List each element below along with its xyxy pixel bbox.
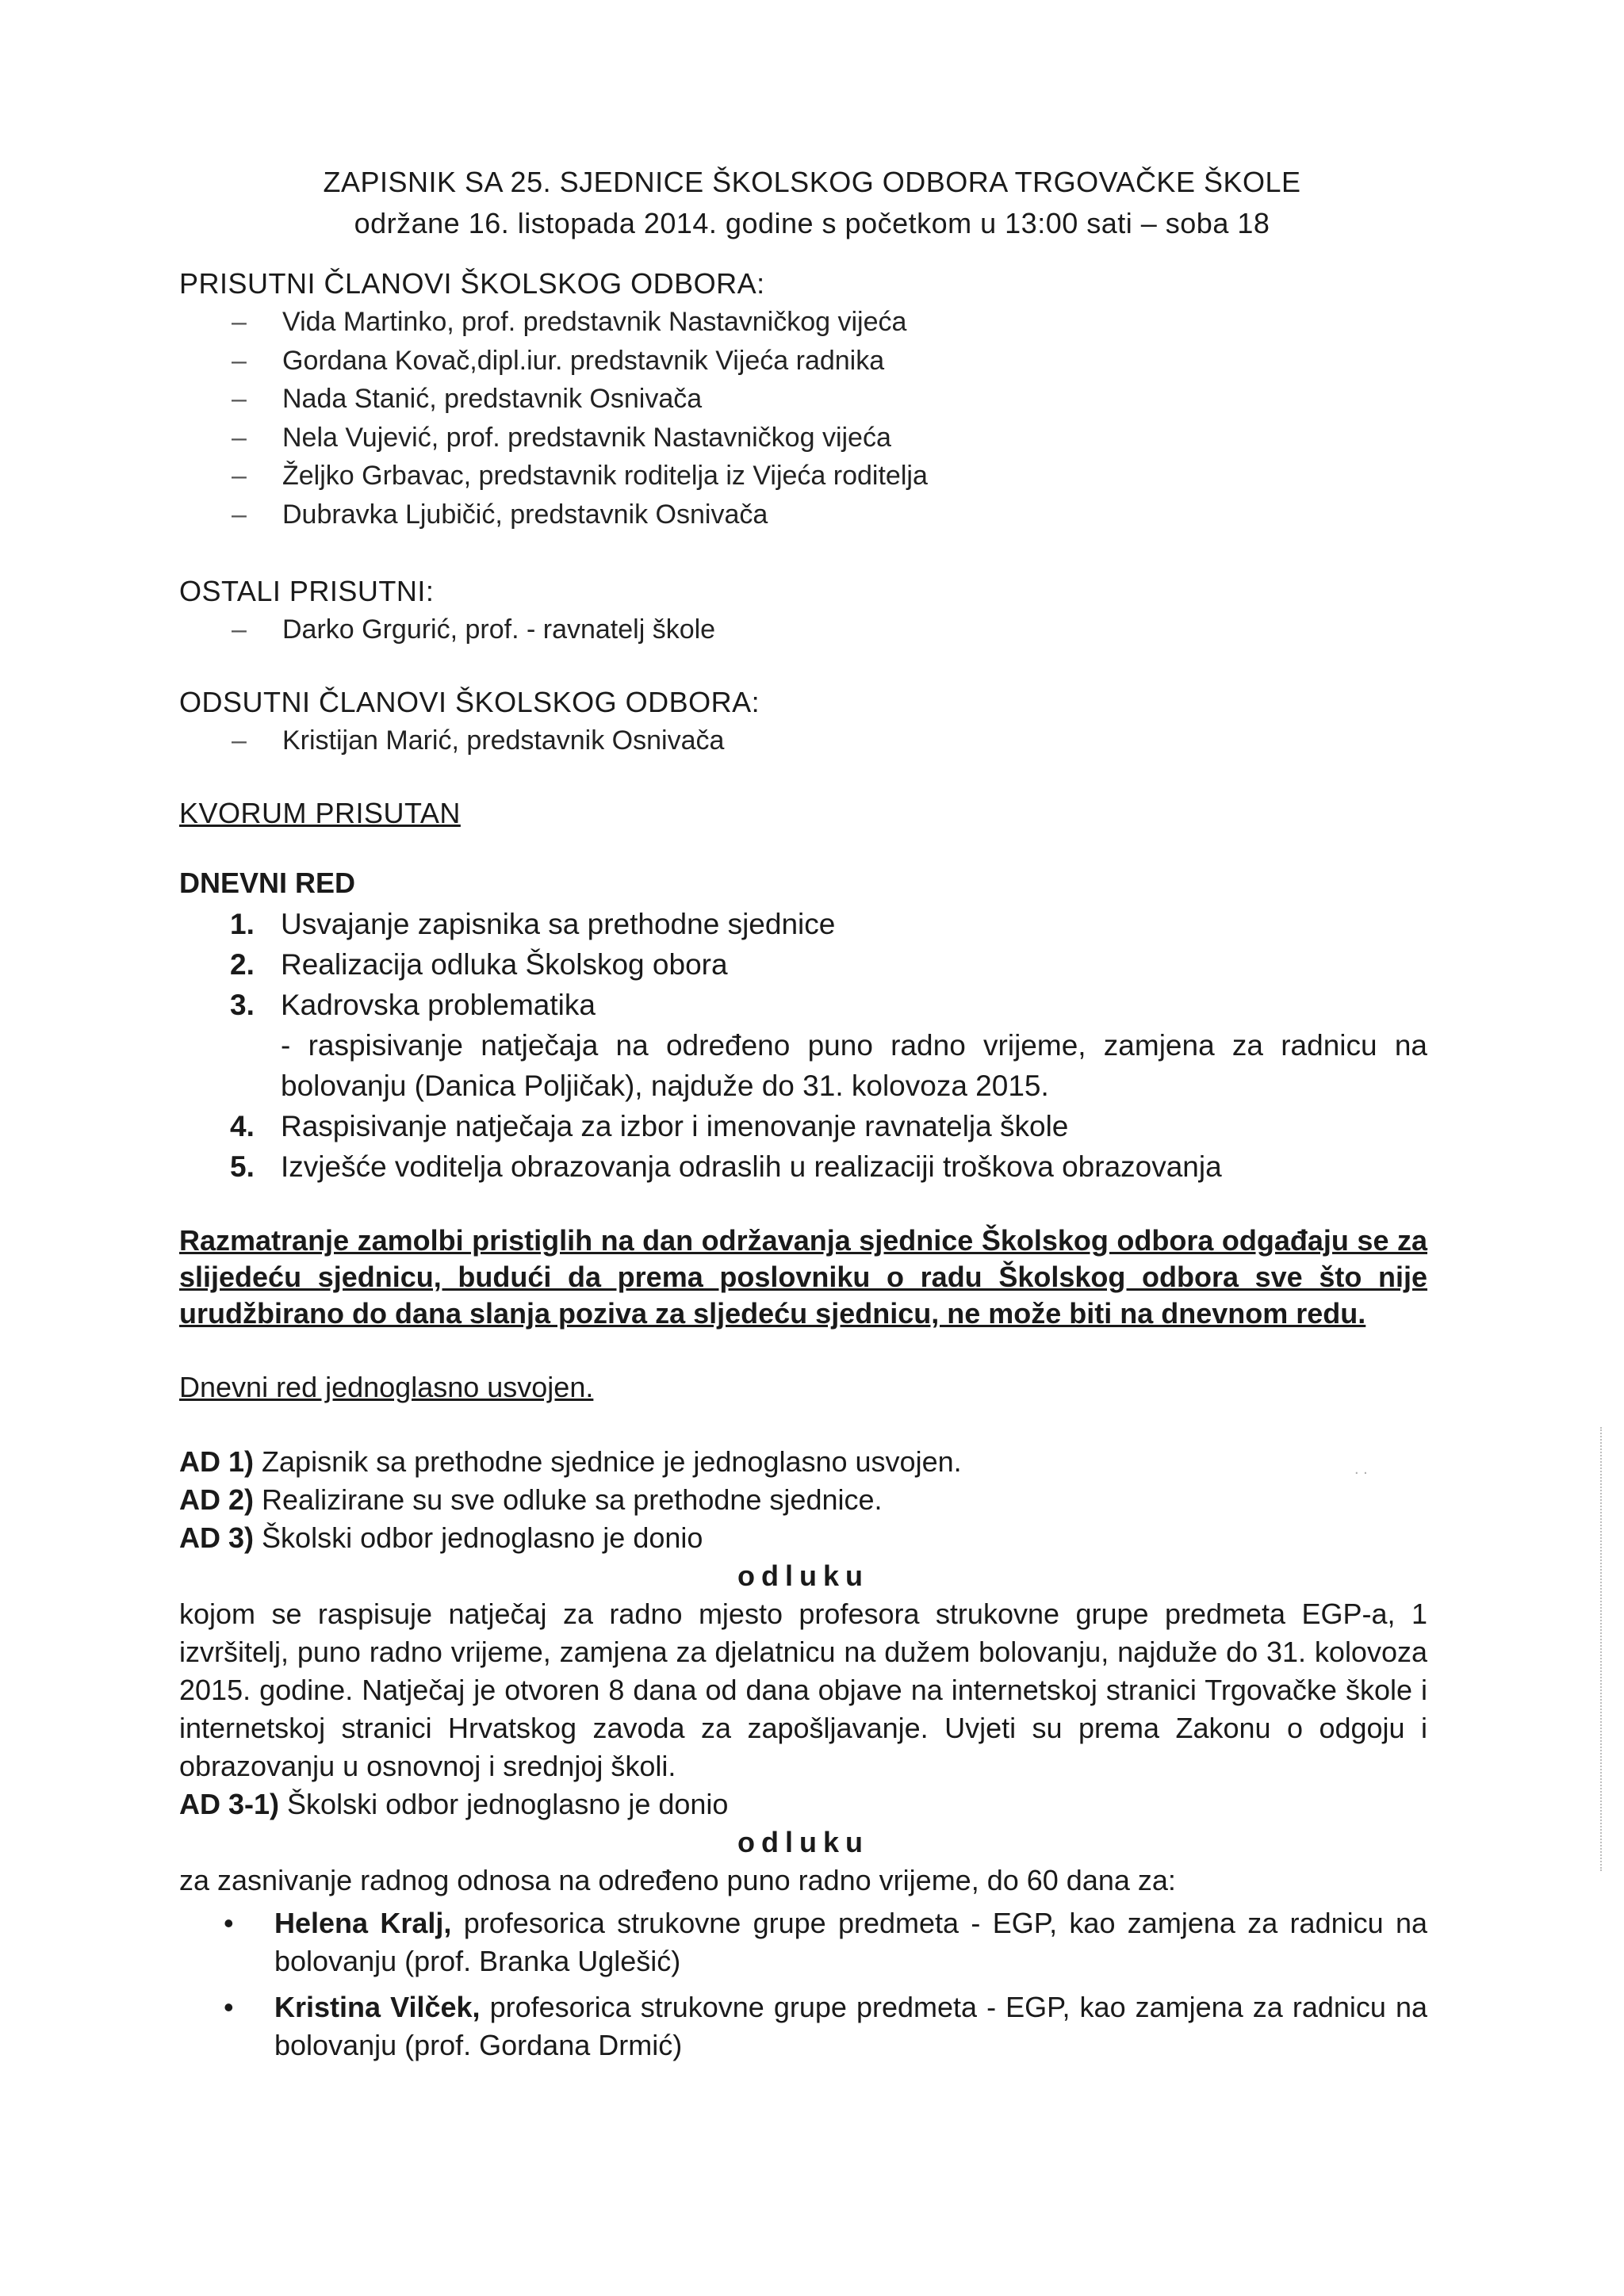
absent-members-heading: ODSUTNI ČLANOVI ŠKOLSKOG ODBORA: bbox=[179, 686, 760, 718]
ad1-line: AD 1) Zapisnik sa prethodne sjednice je jednoglasno usvojen. bbox=[179, 1445, 962, 1478]
ad3-1-decision-text: za zasnivanje radnog odnosa na određeno puno radno vrijeme, do 60 dana za: bbox=[179, 1864, 1176, 1896]
agenda-adopted-statement: Dnevni red jednoglasno usvojen. bbox=[179, 1371, 594, 1403]
list-item: • Helena Kralj, profesorica strukovne grupe predmeta - EGP, kao zamjena za radnicu na bolovanju (prof. Branka Uglešić) bbox=[179, 1904, 1427, 1980]
list-item: – Kristijan Marić, predstavnik Osnivača bbox=[179, 721, 724, 760]
list-item: – Nela Vujević, prof. predstavnik Nastavničkog vijeća bbox=[179, 419, 928, 457]
hiring-list bbox=[179, 1904, 1427, 2064]
bullet-icon: • bbox=[224, 1991, 234, 2023]
document-header bbox=[0, 162, 1624, 244]
quorum-statement: KVORUM PRISUTAN bbox=[179, 797, 461, 829]
scan-margin-artifact bbox=[1600, 1427, 1603, 1871]
agenda-heading: DNEVNI RED bbox=[179, 867, 356, 899]
dash-marker: – bbox=[232, 461, 247, 491]
document-subtitle: održane 16. listopada 2014. godine s početkom u 13:00 sati – soba 18 bbox=[354, 207, 1270, 239]
list-item: – Darko Grgurić, prof. - ravnatelj škole bbox=[179, 610, 715, 649]
ad3-line: AD 3) Školski odbor jednoglasno je donio bbox=[179, 1521, 703, 1554]
list-item: – Dubravka Ljubičić, predstavnik Osnivača bbox=[179, 496, 928, 534]
decision-heading: odluku bbox=[737, 1559, 869, 1592]
dash-marker: – bbox=[232, 725, 247, 756]
agenda-subitem: - raspisivanje natječaja na određeno puno radno vrijeme, zamjena za radnicu na bolovanju (Danica Poljičak), najduže do 31. kolovoza 2015. bbox=[281, 1029, 1427, 1102]
decision-heading: odluku bbox=[737, 1826, 869, 1858]
ad3-1-label: AD 3-1) bbox=[179, 1788, 280, 1820]
others-present-heading: OSTALI PRISUTNI: bbox=[179, 575, 435, 607]
postponement-notice: Razmatranje zamolbi pristiglih na dan održavanja sjednice Školskog odbora odgađaju se za slijedeću sjednicu, budući da prema poslovniku o radu Školskog odbora sve što nije urudžbirano do dana slanja poziva za sljedeću sjednicu, ne može biti na dnevnom redu. bbox=[179, 1224, 1427, 1330]
ad2-line: AD 2) Realizirane su sve odluke sa prethodne sjednice. bbox=[179, 1483, 883, 1516]
list-item: • Kristina Vilček, profesorica strukovne grupe predmeta - EGP, kao zamjena za radnicu na bolovanju (prof. Gordana Drmić) bbox=[179, 1988, 1427, 2064]
present-members-heading: PRISUTNI ČLANOVI ŠKOLSKOG ODBORA: bbox=[179, 267, 765, 300]
dash-marker: – bbox=[232, 499, 247, 530]
ad3-label: AD 3) bbox=[179, 1521, 255, 1554]
agenda-item: 4. Raspisivanje natječaja za izbor i imenovanje ravnatelja škole bbox=[230, 1110, 1069, 1142]
dash-marker: – bbox=[232, 345, 247, 376]
present-members-list bbox=[179, 303, 928, 534]
agenda-item: 5. Izvješće voditelja obrazovanja odraslih u realizaciji troškova obrazovanja bbox=[230, 1150, 1222, 1183]
agenda-list bbox=[230, 904, 1427, 1187]
agenda-item: 3. Kadrovska problematika - raspisivanje natječaja na određeno puno radno vrijeme, zamjena za radnicu na bolovanju (Danica Poljičak), najduže do 31. kolovoza 2015. bbox=[230, 985, 1427, 1106]
list-item: – Željko Grbavac, predstavnik roditelja iz Vijeća roditelja bbox=[179, 457, 928, 496]
others-present-list bbox=[179, 610, 715, 649]
list-item: – Gordana Kovač,dipl.iur. predstavnik Vijeća radnika bbox=[179, 342, 928, 381]
list-item: – Nada Stanić, predstavnik Osnivača bbox=[179, 380, 928, 419]
agenda-item: 2. Realizacija odluka Školskog obora bbox=[230, 948, 728, 981]
document-title: ZAPISNIK SA 25. SJEDNICE ŠKOLSKOG ODBORA TRGOVAČKE ŠKOLE bbox=[323, 166, 1301, 198]
ad2-label: AD 2) bbox=[179, 1483, 255, 1516]
absent-members-list bbox=[179, 721, 724, 760]
list-item: – Vida Martinko, prof. predstavnik Nastavničkog vijeća bbox=[179, 303, 928, 342]
ad1-label: AD 1) bbox=[179, 1445, 255, 1478]
scan-speck: . . bbox=[1354, 1460, 1368, 1478]
bullet-icon: • bbox=[224, 1907, 234, 1939]
dash-marker: – bbox=[232, 384, 247, 414]
dash-marker: – bbox=[232, 422, 247, 453]
agenda-item: 1. Usvajanje zapisnika sa prethodne sjednice bbox=[230, 908, 836, 940]
decisions-section bbox=[179, 1443, 1427, 2064]
ad3-1-line: AD 3-1) Školski odbor jednoglasno je donio bbox=[179, 1788, 729, 1820]
ad3-decision-text: kojom se raspisuje natječaj za radno mjesto profesora strukovne grupe predmeta EGP-a, 1 izvršitelj, puno radno vrijeme, zamjena za djelatnicu na dužem bolovanju, najduže do 31. kolovoza 2015. godine. Natječaj je otvoren 8 dana od dana objave na internetskoj stranici Trgovačke škole i internetskoj stranici Hrvatskog zavoda za zapošljavanje. Uvjeti su prema Zakonu o odgoju i obrazovanju u osnovnoj i srednjoj školi. bbox=[179, 1598, 1427, 1782]
dash-marker: – bbox=[232, 307, 247, 337]
dash-marker: – bbox=[232, 614, 247, 645]
